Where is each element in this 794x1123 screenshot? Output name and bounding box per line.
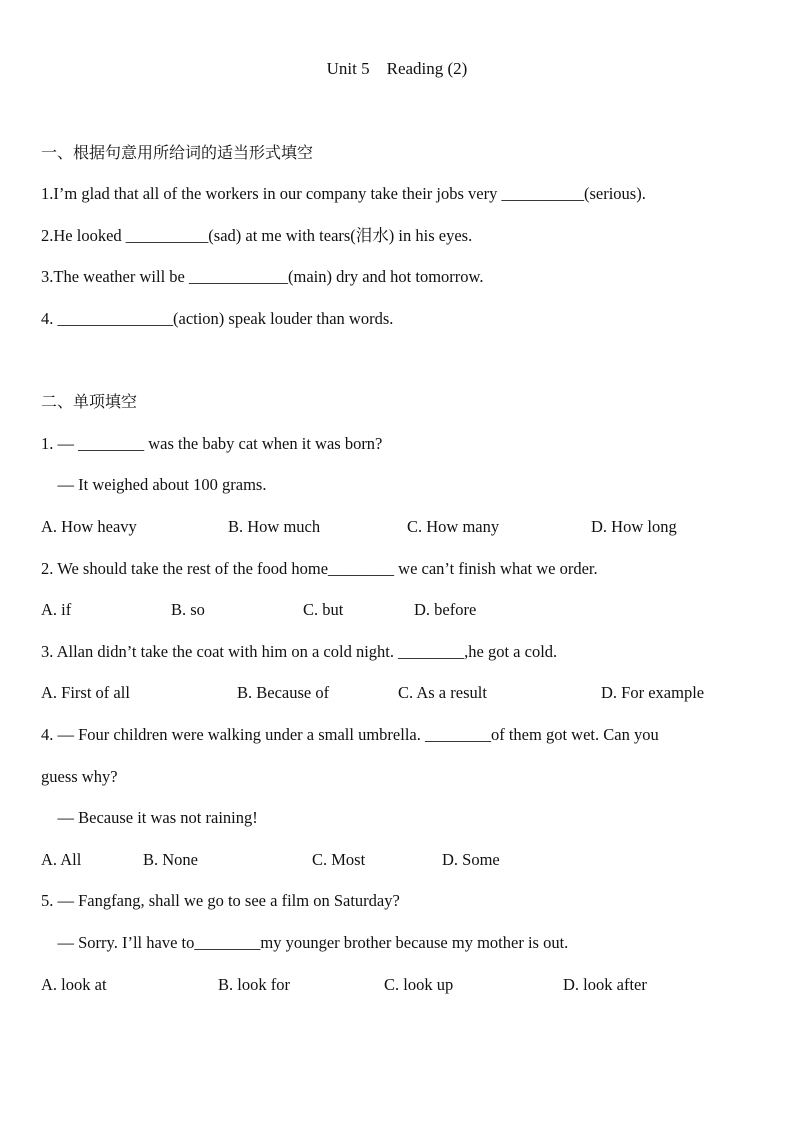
question-4-option-c: C. Most <box>312 850 366 869</box>
fill-blank-item-1: 1.I’m glad that all of the workers in our company take their jobs very __________(serious). <box>41 184 646 203</box>
question-2-stem: 2. We should take the rest of the food home________ we can’t finish what we order. <box>41 559 598 578</box>
fill-blank-item-3: 3.The weather will be ____________(main) dry and hot tomorrow. <box>41 267 484 286</box>
question-1-option-c: C. How many <box>407 517 500 536</box>
question-3-stem: 3. Allan didn’t take the coat with him on a cold night. ________,he got a cold. <box>41 642 558 661</box>
question-4-option-a: A. All <box>41 850 82 869</box>
question-2-option-c: C. but <box>303 600 344 619</box>
fill-blank-item-4: 4. ______________(action) speak louder than words. <box>41 309 394 328</box>
question-5-option-d: D. look after <box>563 975 647 994</box>
question-3-option-c: C. As a result <box>398 683 487 702</box>
question-5-option-b: B. look for <box>218 975 290 994</box>
question-1-reply: — It weighed about 100 grams. <box>41 475 267 494</box>
question-4-option-d: D. Some <box>442 850 500 869</box>
question-3-option-b: B. Because of <box>237 683 330 702</box>
question-4-stem-cont: guess why? <box>41 767 118 786</box>
question-5-reply: — Sorry. I’ll have to________my younger brother because my mother is out. <box>41 933 569 952</box>
question-2-option-a: A. if <box>41 600 72 619</box>
question-1-option-d: D. How long <box>591 517 677 536</box>
question-4-stem: 4. — Four children were walking under a small umbrella. ________of them got wet. Can you <box>41 725 659 744</box>
question-5-stem: 5. — Fangfang, shall we go to see a film on Saturday? <box>41 891 400 910</box>
question-1-option-a: A. How heavy <box>41 517 137 536</box>
question-4-option-b: B. None <box>143 850 198 869</box>
question-5-option-c: C. look up <box>384 975 454 994</box>
question-2-option-b: B. so <box>171 600 205 619</box>
question-3-option-a: A. First of all <box>41 683 130 702</box>
section1-heading: 一、根据句意用所给词的适当形式填空 <box>41 143 314 162</box>
question-2-option-d: D. before <box>414 600 477 619</box>
question-1-stem: 1. — ________ was the baby cat when it was born? <box>41 434 383 453</box>
section2-heading: 二、单项填空 <box>41 392 138 411</box>
fill-blank-item-2: 2.He looked __________(sad) at me with tears(泪水) in his eyes. <box>41 226 473 245</box>
page-title: Unit 5 Reading (2) <box>326 59 468 78</box>
question-1-option-b: B. How much <box>228 517 321 536</box>
question-5-option-a: A. look at <box>41 975 107 994</box>
question-3-option-d: D. For example <box>601 683 705 702</box>
question-4-reply: — Because it was not raining! <box>41 808 258 827</box>
